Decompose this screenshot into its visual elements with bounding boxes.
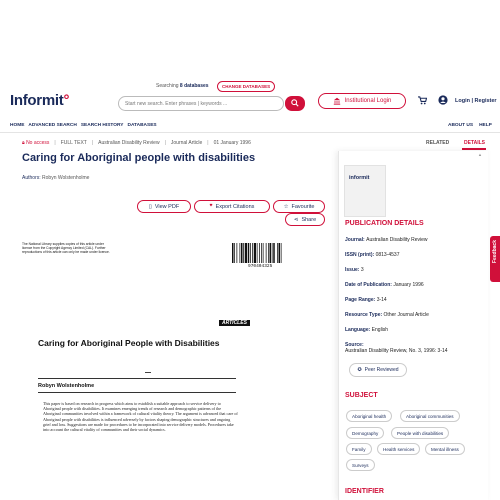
subject-tag[interactable]: Demography — [346, 427, 384, 439]
access-status — [22, 140, 49, 146]
check-badge-icon: ✪ — [357, 367, 362, 373]
star-icon: ☆ — [283, 203, 289, 210]
scan-title: Caring for Aboriginal People with Disabilities — [38, 338, 220, 348]
field-value: Australian Disability Review — [366, 237, 428, 243]
lock-icon: 🔒︎ — [22, 140, 25, 146]
search-button[interactable] — [285, 96, 305, 111]
barcode-bar — [241, 243, 243, 263]
barcode-bar — [263, 243, 264, 263]
tab-details[interactable]: DETAILS — [464, 140, 486, 146]
barcode-bar — [279, 243, 281, 263]
field-label: Page Range: — [345, 297, 376, 303]
scan-rule — [38, 392, 236, 393]
informit-logo[interactable]: Informit° — [10, 92, 70, 109]
nav-about-us[interactable]: ABOUT US — [448, 123, 474, 128]
subject-tag[interactable]: Family — [346, 443, 372, 455]
article-type: Journal Article — [170, 140, 203, 146]
export-citations-button[interactable] — [194, 200, 270, 213]
fulltext-label: FULL TEXT — [60, 140, 87, 146]
identifier-heading: IDENTIFIER — [345, 488, 384, 495]
barcode-bar — [248, 243, 250, 263]
change-databases-button[interactable]: CHANGE DATABASES — [217, 81, 275, 92]
field-label: Date of Publication: — [345, 282, 392, 288]
barcode-bar — [266, 243, 267, 263]
field-label: Resource Type: — [345, 312, 383, 318]
tab-related[interactable]: RELATED — [426, 140, 450, 146]
barcode-bar — [234, 243, 235, 263]
nav-advanced-search[interactable]: ADVANCED SEARCH — [28, 123, 77, 128]
database-count: 8 databases — [179, 83, 209, 89]
subject-tag[interactable]: Health services — [377, 443, 420, 455]
field-value: January 1996 — [393, 282, 424, 288]
subject-tag[interactable]: People with disabilities — [391, 427, 449, 439]
field-label: Issue: — [345, 267, 360, 273]
article-title: Caring for Aboriginal people with disabilities — [22, 152, 256, 164]
active-tab-indicator — [462, 148, 486, 150]
barcode-bar — [261, 243, 262, 263]
subject-tag[interactable]: Surveys — [346, 459, 375, 471]
field-page-range — [345, 297, 387, 303]
barcode-bar — [232, 243, 234, 263]
field-date — [345, 282, 424, 288]
separator: | — [207, 140, 209, 146]
feedback-tab[interactable] — [490, 236, 500, 282]
institutional-login-button[interactable] — [318, 93, 406, 109]
scan-dash — [145, 372, 151, 373]
field-label: Source: — [345, 342, 364, 348]
separator: | — [54, 140, 56, 146]
barcode-bar — [272, 243, 273, 263]
field-issue — [345, 267, 364, 273]
barcode-bar — [268, 243, 269, 263]
scan-rule — [38, 378, 236, 379]
user-icon[interactable] — [438, 95, 448, 105]
view-pdf-button[interactable] — [137, 200, 191, 213]
export-citations-label: Export Citations — [215, 203, 255, 210]
field-value: 3 — [360, 267, 364, 273]
nav-home[interactable]: HOME — [10, 123, 25, 128]
article-authors — [22, 175, 89, 181]
view-pdf-label: View PDF — [154, 203, 180, 210]
article-meta — [22, 140, 251, 146]
field-language — [345, 327, 388, 333]
section-tag: ARTICLES — [219, 320, 250, 326]
barcode-bar — [273, 243, 275, 263]
institution-icon — [333, 97, 341, 105]
nav-databases[interactable]: DATABASES — [127, 123, 157, 128]
field-value: 0813-4537 — [375, 252, 400, 258]
field-resource-type — [345, 312, 429, 318]
institutional-login-label: Institutional Login — [344, 98, 392, 104]
feedback-label: Feedback — [492, 240, 498, 264]
separator: | — [91, 140, 94, 146]
barcode-bar — [250, 243, 251, 263]
nav-divider — [0, 132, 500, 133]
field-value: English — [371, 327, 389, 333]
subject-tag[interactable]: Aboriginal health — [346, 410, 392, 422]
field-value: 3-14 — [376, 297, 387, 303]
favourite-button[interactable] — [273, 200, 325, 213]
login-register-link[interactable]: Login | Register — [455, 98, 497, 104]
field-source — [345, 342, 448, 354]
copyright-notice: The National Library supplies copies of this article under licence from the Copyright Agency Limited (CAL). Further reproductions of this article can only be made under licence. — [22, 242, 110, 255]
cart-icon[interactable] — [418, 96, 427, 105]
publication-details-heading: PUBLICATION DETAILS — [345, 220, 424, 227]
barcode-image — [232, 243, 298, 263]
scan-abstract: This paper is based on research in progress which aims to establish a suitable approach to service delivery to Aboriginal people with disabilities. It examines emerging trends of research and demographic patterns of the Aboriginal communities involved within a framework of cultural vitality theory. The argument is advanced that care of Aboriginal people with disabilities is influenced adversely by factors shaping demographic structures and ongoing grief and loss. Suggestions are made for procedures to be incorporated into service delivery models. Procedures take into account the cultural vitality of communities and their social dynamics. — [43, 401, 238, 433]
scroll-up-icon[interactable]: ▲ — [478, 152, 482, 157]
subject-heading: SUBJECT — [345, 392, 378, 399]
peer-reviewed-label: Peer Reviewed — [364, 367, 399, 373]
field-issn — [345, 252, 399, 258]
barcode-bar — [270, 243, 272, 263]
article-date: 01 January 1996 — [213, 140, 251, 146]
barcode-bar — [259, 243, 260, 263]
field-value: Other Journal Article — [383, 312, 429, 318]
scan-author: Robyn Wolstenholme — [38, 383, 95, 389]
access-label: No access — [26, 140, 50, 146]
separator: | — [164, 140, 166, 146]
share-button[interactable] — [285, 213, 325, 226]
thumbnail-logo: informit — [349, 175, 370, 181]
nav-search-history[interactable]: SEARCH HISTORY — [80, 123, 124, 128]
quote-icon: ❞ — [209, 203, 213, 210]
share-icon: ⋖ — [293, 216, 299, 223]
authors-label: Authors: — [22, 175, 41, 181]
barcode-bar — [237, 243, 238, 263]
searching-info — [156, 83, 209, 89]
barcode-bar — [281, 243, 282, 263]
peer-reviewed-badge[interactable] — [349, 363, 407, 377]
barcode-bar — [240, 243, 241, 263]
searching-label: Searching — [156, 83, 179, 89]
barcode-bar — [257, 243, 258, 263]
journal-link[interactable]: Australian Disability Review — [98, 140, 160, 146]
nav-help[interactable]: HELP — [479, 123, 492, 128]
barcode-bar — [277, 243, 278, 263]
search-icon — [291, 99, 299, 107]
author-link[interactable]: Robyn Wolstenholme — [42, 175, 90, 181]
field-value: Australian Disability Review, No. 3, 1996: 3-14 — [345, 348, 448, 354]
secondary-nav — [448, 123, 492, 128]
main-nav — [10, 123, 157, 128]
barcode-bar — [252, 243, 253, 263]
subject-tag[interactable]: Mental illness — [425, 443, 465, 455]
field-label: Language: — [345, 327, 371, 333]
barcode-bar — [245, 243, 247, 263]
barcode-number: 970404325 — [248, 264, 273, 269]
subject-tag[interactable]: Aboriginal communities — [400, 410, 460, 422]
share-label: Share — [301, 216, 317, 223]
field-label: Journal: — [345, 237, 365, 243]
pdf-icon: ▯ — [148, 203, 152, 210]
barcode-bar — [254, 243, 256, 263]
journal-thumbnail — [344, 165, 386, 217]
barcode-bar — [243, 243, 244, 263]
favourite-label: Favourite — [291, 203, 315, 210]
field-journal — [345, 237, 428, 243]
field-label: ISSN (print): — [345, 252, 375, 258]
search-input[interactable]: Start new search. Enter phrases | keywords ... — [118, 96, 284, 111]
